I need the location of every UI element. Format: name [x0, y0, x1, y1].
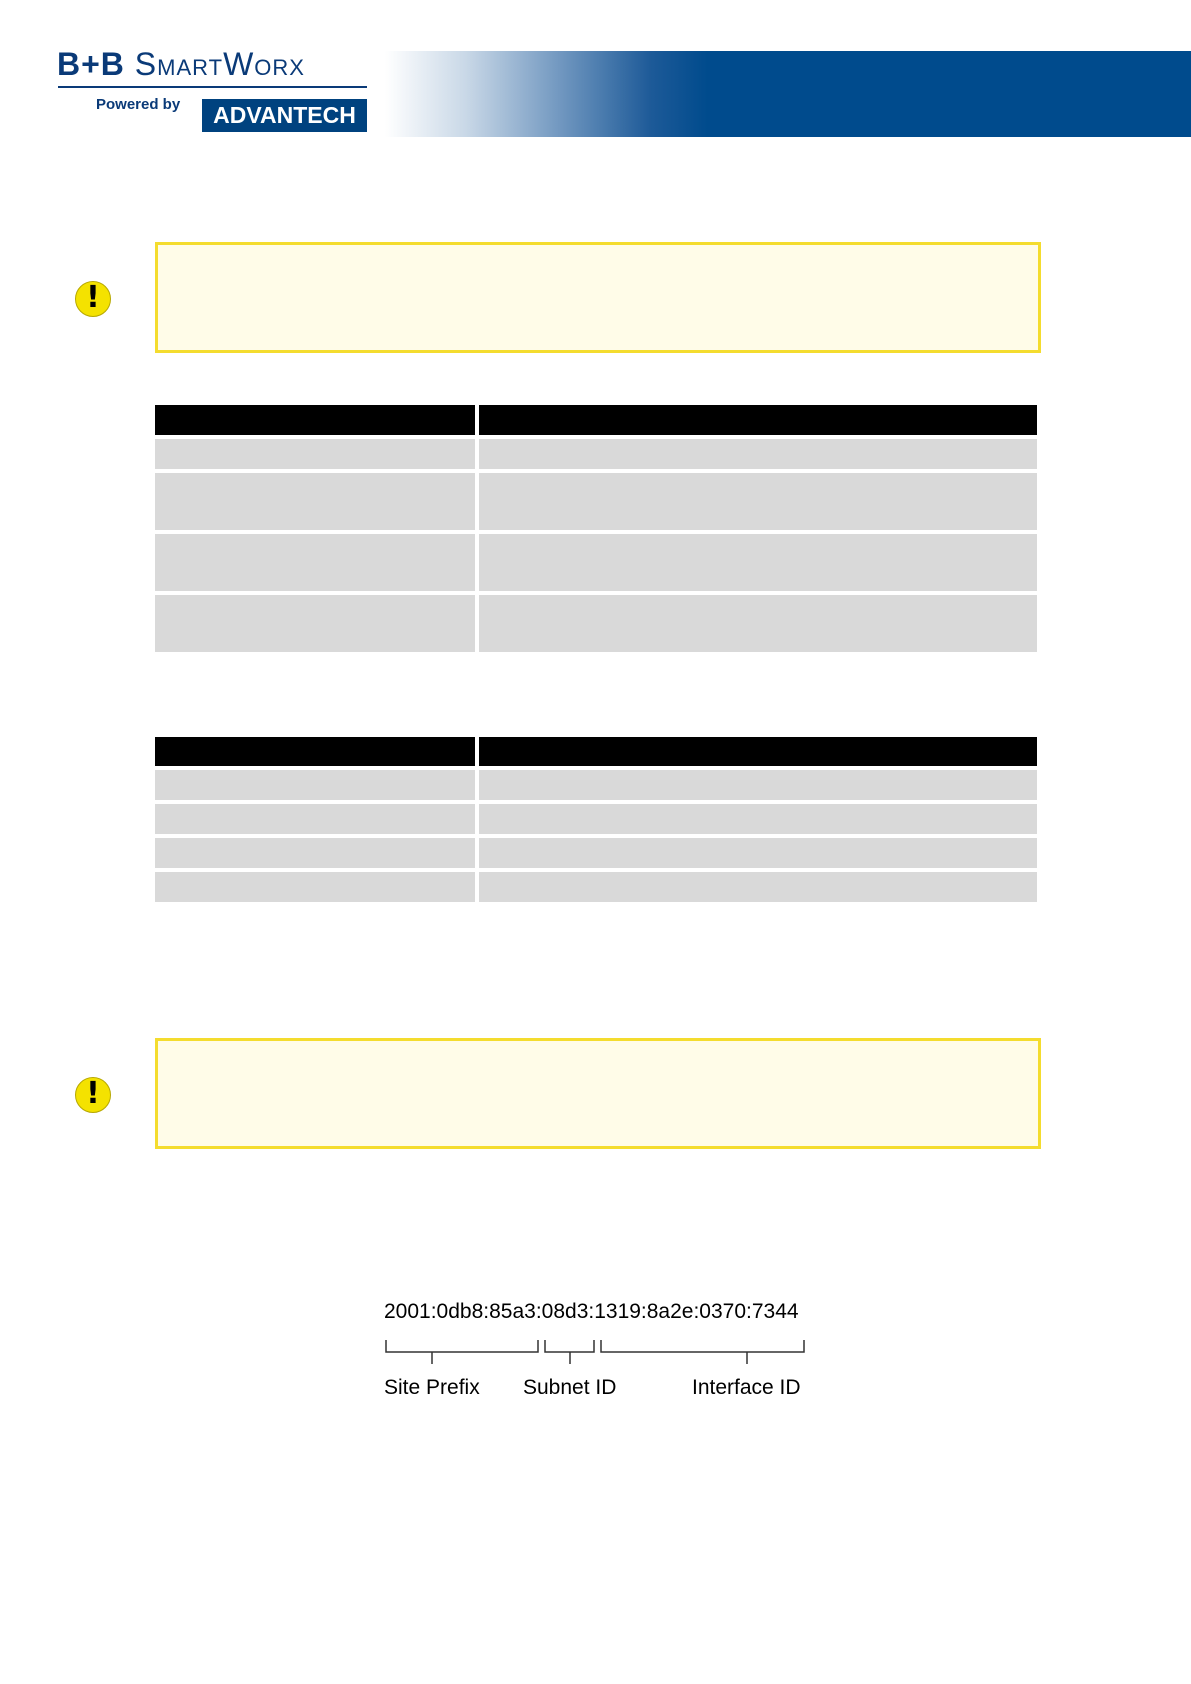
- table-header-row: [155, 405, 1037, 435]
- advantech-logo: ADVANTECH: [202, 99, 367, 132]
- table-cell: [479, 439, 1037, 469]
- table-cell: [479, 770, 1037, 800]
- table-cell: [155, 872, 475, 902]
- note-box: [155, 242, 1041, 353]
- table-cell: [155, 473, 475, 530]
- ipv6-address-figure: [384, 1300, 814, 1410]
- table-row: [155, 770, 1037, 800]
- table-row: [155, 804, 1037, 834]
- table-cell: [155, 838, 475, 868]
- table-cell: [479, 804, 1037, 834]
- table-cell: [155, 595, 475, 652]
- site-prefix-bracket: [386, 1340, 538, 1352]
- interface-id-bracket: [601, 1340, 804, 1352]
- logo-smartworx-text: SmartWorx: [134, 46, 305, 82]
- page-header: [0, 0, 1191, 150]
- table-cell: [155, 804, 475, 834]
- table-cell: [479, 872, 1037, 902]
- parameters-table: [155, 737, 1037, 902]
- table-cell: [479, 473, 1037, 530]
- parameters-table: [155, 405, 1037, 652]
- warning-exclamation-icon: [75, 1077, 111, 1113]
- table-header-cell: [155, 737, 475, 766]
- table-cell: [479, 595, 1037, 652]
- table-cell: [155, 770, 475, 800]
- powered-by-text: Powered by: [96, 96, 181, 113]
- bb-smartworx-logo: [57, 46, 305, 83]
- ipv6-address-text: 2001:0db8:85a3:08d3:1319:8a2e:0370:7344: [384, 1300, 799, 1323]
- logo-bb-text: B+B: [57, 46, 125, 82]
- table-header-cell: [479, 405, 1037, 435]
- table-row: [155, 595, 1037, 652]
- logo-divider: [58, 86, 367, 88]
- warning-exclamation-icon: [75, 281, 111, 317]
- table-row: [155, 439, 1037, 469]
- table-row: [155, 473, 1037, 530]
- subnet-id-bracket: [545, 1340, 594, 1352]
- table-row: [155, 534, 1037, 591]
- table-header-row: [155, 737, 1037, 766]
- table-cell: [479, 838, 1037, 868]
- address-segment-brackets: [384, 1340, 814, 1370]
- table-cell: [155, 439, 475, 469]
- table-header-cell: [479, 737, 1037, 766]
- interface-id-label: Interface ID: [692, 1376, 801, 1399]
- table-cell: [479, 534, 1037, 591]
- table-row: [155, 838, 1037, 868]
- table-cell: [155, 534, 475, 591]
- table-header-cell: [155, 405, 475, 435]
- subnet-id-label: Subnet ID: [523, 1376, 617, 1399]
- site-prefix-label: Site Prefix: [384, 1376, 480, 1399]
- note-box: [155, 1038, 1041, 1149]
- table-row: [155, 872, 1037, 902]
- header-gradient-band: [385, 51, 1191, 137]
